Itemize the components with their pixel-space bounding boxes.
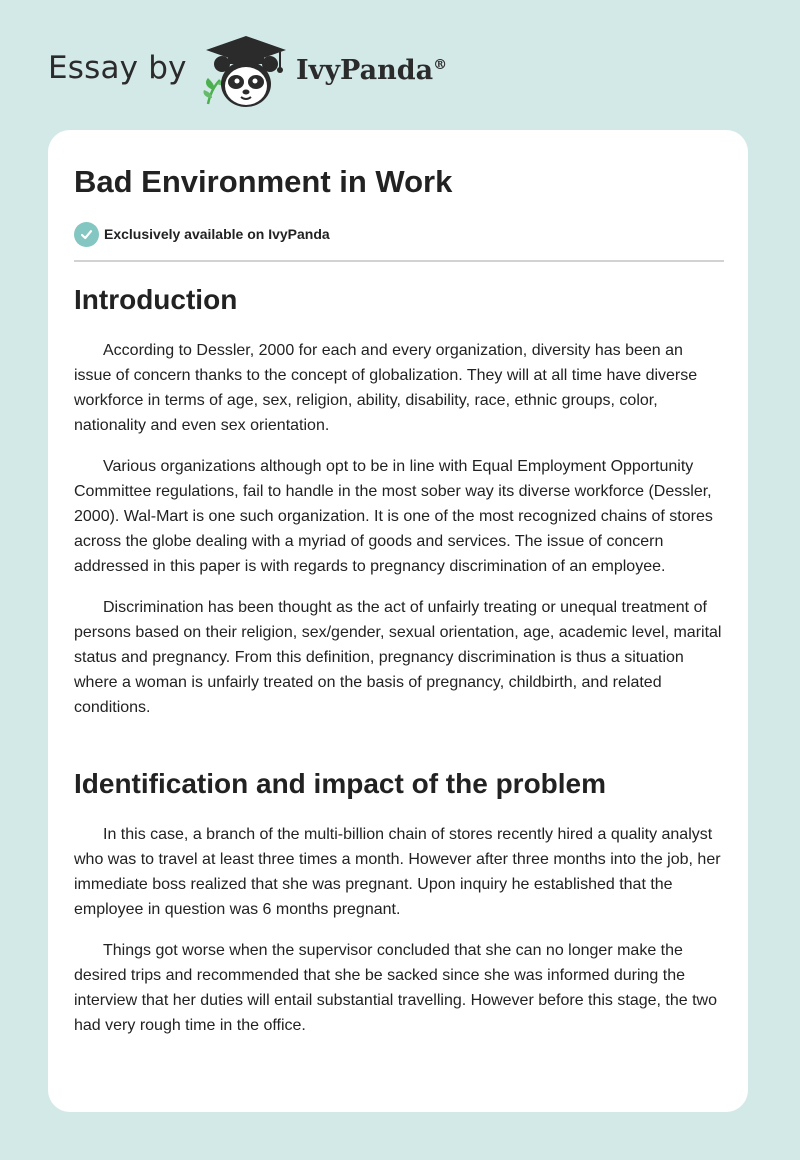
section-heading: Identification and impact of the problem xyxy=(74,768,607,799)
exclusive-badge xyxy=(74,221,330,247)
essay-card xyxy=(48,130,748,1112)
paragraph: In this case, a branch of the multi-billion chain of stores recently hired a quality analyst who was to travel at least three times a month. However after three months into the job, her immediate boss realized that she was pregnant. Upon inquiry he established that the employee in question was 6 months pregnant. xyxy=(74,826,721,918)
section-heading: Introduction xyxy=(74,284,238,315)
site-header xyxy=(48,34,488,110)
check-circle-icon xyxy=(74,222,99,247)
paragraph: According to Dessler, 2000 for each and every organization, diversity has been an issue of concern thanks to the concept of globalization. They will at all time have diverse workforce in terms of age, sex, religion, ability, disability, race, ethnic groups, color, nationality and even sex orientation. xyxy=(74,342,698,434)
paragraph: Discrimination has been thought as the act of unfairly treating or unequal treatment of persons based on their religion, sex/gender, sexual orientation, age, academic level, marital status and pregnancy. From this definition, pregnancy discrimination is thus a situation where a woman is unfairly treated on the basis of pregnancy, childbirth, and related conditions. xyxy=(74,599,722,716)
section-identification xyxy=(74,767,724,1054)
registered-mark: ® xyxy=(433,57,448,73)
badge-text: Exclusively available on IvyPanda xyxy=(104,226,330,242)
panda-logo-icon[interactable] xyxy=(200,34,292,110)
paragraph: Things got worse when the supervisor concluded that she can no longer make the desired trips and recommended that she be sacked since she was informed during the interview that her duties will entail substantial travelling. However before this stage, the two had very rough time in the office. xyxy=(74,942,717,1034)
divider xyxy=(74,260,724,262)
section-introduction xyxy=(74,283,724,736)
brand-name[interactable]: IvyPanda® xyxy=(296,55,448,86)
brand-prefix: Essay by xyxy=(48,50,187,86)
page-title: Bad Environment in Work xyxy=(74,164,453,199)
paragraph: Various organizations although opt to be in line with Equal Employment Opportunity Committee regulations, fail to handle in the most sober way its diverse workforce (Dessler, 2000). Wal-Mart is one such organization. It is one of the most recognized chains of stores across the globe dealing with a myriad of goods and services. The issue of concern addressed in this paper is with regards to pregnancy discrimination of an employee. xyxy=(74,458,713,575)
